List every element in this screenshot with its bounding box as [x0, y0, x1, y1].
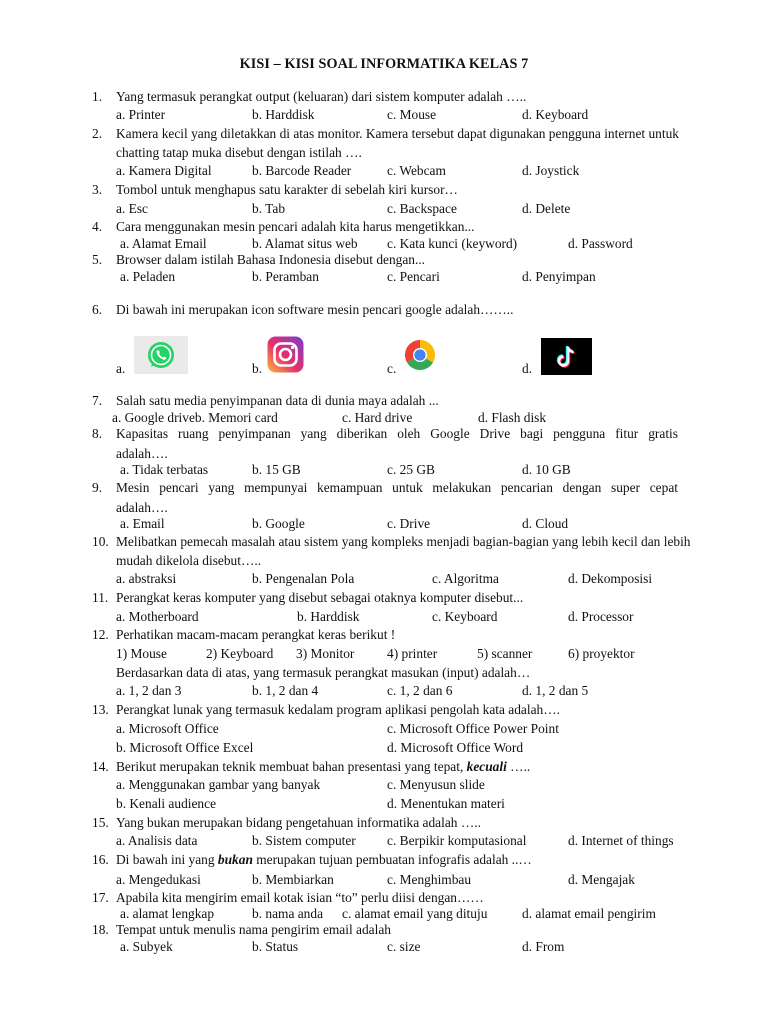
option-d: d. Menentukan materi: [387, 796, 505, 811]
question-text: Cara menggunakan mesin pencari adalah kita harus mengetikkan...: [116, 219, 475, 234]
option-c: c. Hard drive: [342, 410, 413, 425]
list-item: 3) Monitor: [296, 646, 355, 661]
question-text: Apabila kita mengirim email kotak isian “to” perlu diisi dengan……: [116, 890, 484, 905]
option-c: c.: [387, 361, 397, 376]
option-a: a. alamat lengkap: [120, 906, 215, 921]
question-text-post: …..: [506, 759, 531, 774]
option-a: a. Menggunakan gambar yang banyak: [116, 777, 321, 792]
option-d: d. Password: [568, 236, 633, 251]
option-d: d.: [522, 361, 533, 376]
option-b: b. 1, 2 dan 4: [252, 683, 319, 698]
option-b: b. nama anda: [252, 906, 324, 921]
question-number: 12.: [92, 627, 109, 642]
option-a: a. Kamera Digital: [116, 163, 212, 178]
question-number: 4.: [92, 219, 103, 234]
question-text: Berdasarkan data di atas, yang termasuk perangkat masukan (input) adalah…: [116, 665, 531, 680]
chrome-icon: [404, 339, 436, 371]
question-number: 3.: [92, 182, 103, 197]
option-a-b: a. Google driveb. Memori card: [112, 410, 278, 425]
option-b: b.: [252, 361, 263, 376]
question-number: 5.: [92, 252, 103, 267]
question-text: Kamera kecil yang diletakkan di atas monitor. Kamera tersebut dapat digunakan pengguna internet untuk: [116, 126, 679, 141]
question-text: Mesin pencari yang mempunyai kemampuan untuk melakukan pencarian dengan super cepat: [116, 480, 678, 495]
option-b: b. Membiarkan: [252, 872, 334, 887]
question-text: [116, 852, 532, 868]
option-b: b. Kenali audience: [116, 796, 217, 811]
option-d: d. Dekomposisi: [568, 571, 653, 586]
option-a: a. Printer: [116, 107, 166, 122]
option-a: a. Motherboard: [116, 609, 199, 624]
option-a: a. Esc: [116, 201, 148, 216]
option-c: c. Mouse: [387, 107, 437, 122]
option-c: c. Drive: [387, 516, 431, 531]
option-b: b. Google: [252, 516, 305, 531]
question-text: Perhatikan macam-macam perangkat keras berikut !: [116, 627, 396, 642]
option-d: d. 10 GB: [522, 462, 571, 477]
question-text: Perangkat keras komputer yang disebut sebagai otaknya komputer disebut...: [116, 590, 524, 605]
list-item: 4) printer: [387, 646, 438, 661]
list-item: 6) proyektor: [568, 646, 635, 661]
question-number: 10.: [92, 534, 109, 549]
question-text: Tombol untuk menghapus satu karakter di sebelah kiri kursor…: [116, 182, 458, 197]
option-d: d. Flash disk: [478, 410, 547, 425]
option-c: c. 1, 2 dan 6: [387, 683, 453, 698]
option-c: c. 25 GB: [387, 462, 435, 477]
question-number: 7.: [92, 393, 103, 408]
option-a: a. Analisis data: [116, 833, 198, 848]
question-text-pre: Di bawah ini yang: [116, 852, 218, 867]
option-a: a.: [116, 361, 126, 376]
question-text: Melibatkan pemecah masalah atau sistem yang kompleks menjadi bagian-bagian yang lebih kecil dan lebih: [116, 534, 691, 549]
question-text: [116, 759, 530, 775]
question-text: Tempat untuk menulis nama pengirim email adalah: [116, 922, 391, 937]
tiktok-icon: [541, 338, 592, 375]
option-d: d. Cloud: [522, 516, 569, 531]
option-b: b. Sistem computer: [252, 833, 356, 848]
option-c: c. Kata kunci (keyword): [387, 236, 518, 251]
question-text-post: merupakan tujuan pembuatan infografis adalah ..…: [252, 852, 532, 867]
question-text: Perangkat lunak yang termasuk kedalam program aplikasi pengolah kata adalah….: [116, 702, 560, 717]
question-text-pre: Berikut merupakan teknik membuat bahan presentasi yang tepat,: [116, 759, 467, 774]
option-d: d. 1, 2 dan 5: [522, 683, 589, 698]
question-number: 17.: [92, 890, 109, 905]
option-b: b. Alamat situs web: [252, 236, 358, 251]
option-c: c. Keyboard: [432, 609, 498, 624]
option-a: a. Peladen: [120, 269, 176, 284]
list-item: 5) scanner: [477, 646, 533, 661]
option-b: b. Tab: [252, 201, 286, 216]
option-b: b. Peramban: [252, 269, 319, 284]
question-text: Yang bukan merupakan bidang pengetahuan informatika adalah …..: [116, 815, 481, 830]
option-d: d. Internet of things: [568, 833, 674, 848]
option-a: a. Microsoft Office: [116, 721, 219, 736]
option-d: d. Processor: [568, 609, 634, 624]
option-d: d. Delete: [522, 201, 571, 216]
option-c: c. Menyusun slide: [387, 777, 485, 792]
question-text: mudah dikelola disebut…..: [116, 553, 262, 568]
question-text: adalah….: [116, 500, 168, 515]
question-number: 1.: [92, 89, 103, 104]
option-b: b. Microsoft Office Excel: [116, 740, 254, 755]
question-number: 13.: [92, 702, 109, 717]
emphasis: kecuali: [466, 759, 507, 774]
option-c: c. Menghimbau: [387, 872, 472, 887]
question-number: 6.: [92, 302, 103, 317]
page-title: KISI – KISI SOAL INFORMATIKA KELAS 7: [239, 56, 529, 72]
option-b: b. Barcode Reader: [252, 163, 352, 178]
question-number: 14.: [92, 759, 109, 774]
instagram-icon: [267, 336, 304, 373]
option-d: d. alamat email pengirim: [522, 906, 656, 921]
question-text: adalah….: [116, 446, 168, 461]
question-number: 16.: [92, 852, 109, 867]
question-number: 11.: [92, 590, 109, 605]
question-text: Di bawah ini merupakan icon software mesin pencari google adalah……..: [116, 302, 514, 317]
option-d: d. Keyboard: [522, 107, 589, 122]
question-number: 8.: [92, 426, 103, 441]
option-a: a. Tidak terbatas: [120, 462, 209, 477]
question-number: 2.: [92, 126, 103, 141]
option-d: d. Joystick: [522, 163, 580, 178]
question-text: Salah satu media penyimpanan data di dunia maya adalah ...: [116, 393, 439, 408]
option-a: a. Email: [120, 516, 165, 531]
option-c: c. Algoritma: [432, 571, 499, 586]
question-number: 18.: [92, 922, 109, 937]
question-text: Yang termasuk perangkat output (keluaran) dari sistem komputer adalah …..: [116, 89, 527, 104]
option-b: b. 15 GB: [252, 462, 301, 477]
question-text: Kapasitas ruang penyimpanan yang diberikan oleh Google Drive bagi pengguna fitur gratis: [116, 426, 678, 441]
option-d: d. Penyimpan: [522, 269, 596, 284]
option-a: a. Alamat Email: [120, 236, 207, 251]
option-c: c. Pencari: [387, 269, 440, 284]
list-item: 1) Mouse: [116, 646, 167, 661]
option-b: b. Status: [252, 939, 299, 954]
option-a: a. 1, 2 dan 3: [116, 683, 182, 698]
option-b: b. Pengenalan Pola: [252, 571, 355, 586]
question-number: 9.: [92, 480, 103, 495]
option-c: c. size: [387, 939, 421, 954]
option-c: c. alamat email yang dituju: [342, 906, 488, 921]
option-d: d. Mengajak: [568, 872, 635, 887]
option-a: a. Subyek: [120, 939, 173, 954]
question-text: chatting tatap muka disebut dengan istilah ….: [116, 145, 362, 160]
option-c: c. Berpikir komputasional: [387, 833, 527, 848]
question-number: 15.: [92, 815, 109, 830]
option-c: c. Microsoft Office Power Point: [387, 721, 559, 736]
emphasis: bukan: [217, 852, 253, 867]
option-b: b. Harddisk: [297, 609, 360, 624]
question-text: Browser dalam istilah Bahasa Indonesia disebut dengan...: [116, 252, 426, 267]
option-d: d. From: [522, 939, 565, 954]
option-a: a. Mengedukasi: [116, 872, 201, 887]
list-item: 2) Keyboard: [206, 646, 274, 661]
option-d: d. Microsoft Office Word: [387, 740, 524, 755]
whatsapp-icon: [134, 336, 188, 374]
option-a: a. abstraksi: [116, 571, 177, 586]
option-b: b. Harddisk: [252, 107, 315, 122]
option-c: c. Webcam: [387, 163, 446, 178]
option-c: c. Backspace: [387, 201, 457, 216]
